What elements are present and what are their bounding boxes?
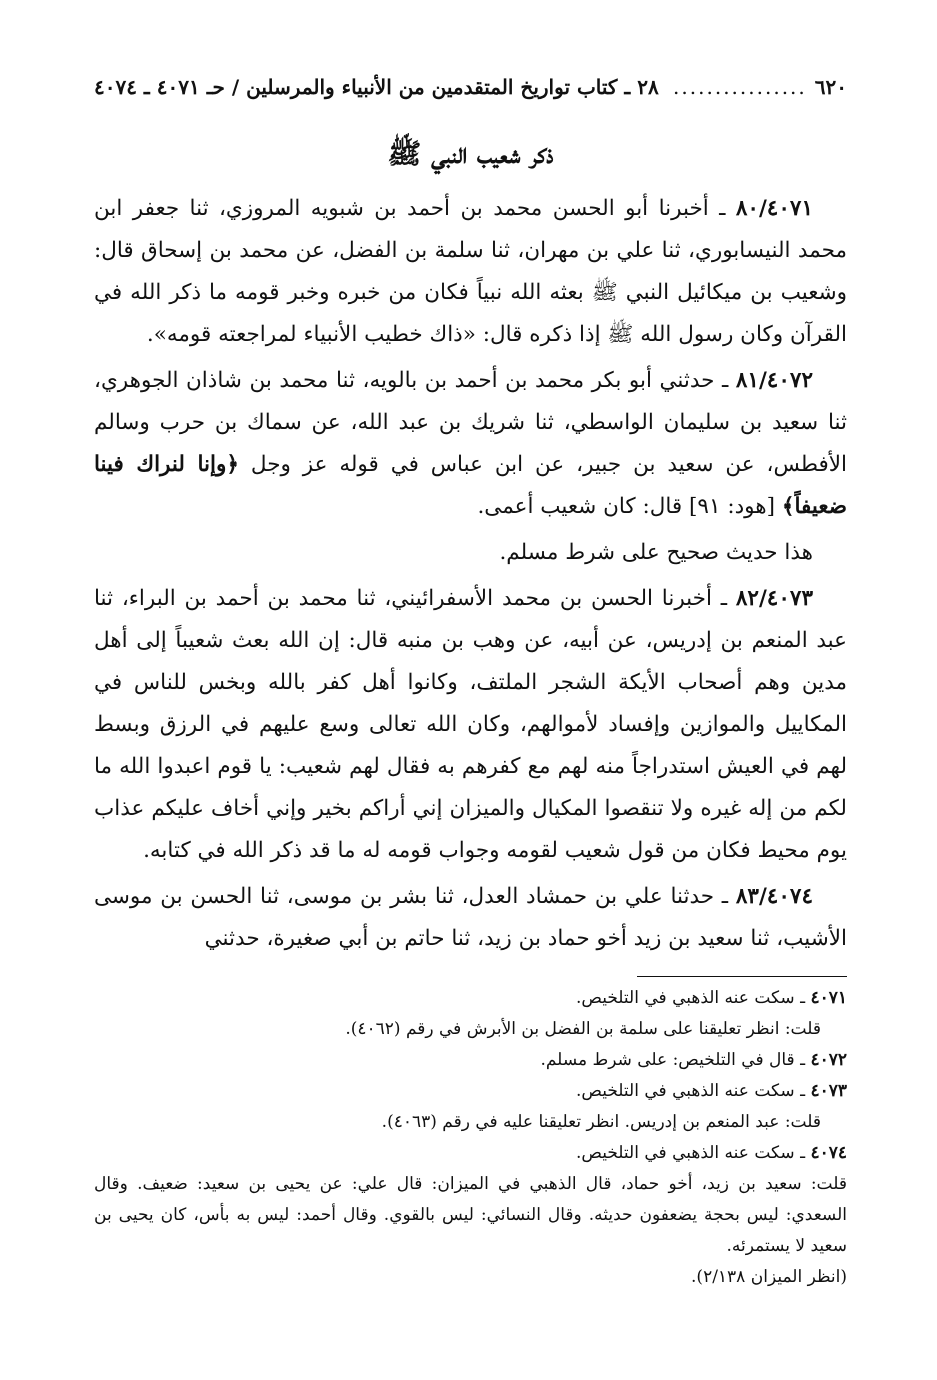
hadith-number: ٨٣/٤٠٧٤ bbox=[735, 884, 813, 909]
hadith-entry-4073 bbox=[94, 578, 847, 872]
hadith-number: ٨٠/٤٠٧١ bbox=[735, 196, 813, 221]
hadith-text: ـ حدثني أبو بكر محمد بن أحمد بن بالويه، ثنا محمد بن شاذان الجوهري، ثنا سعيد بن سليمان الواسطي، ثنا شريك بن عبد الله، عن سماك بن حرب وسالم الأفطس، عن سعيد بن جبير، عن ابن عباس في قوله عز وجل bbox=[94, 368, 848, 477]
hadith-number: ٨٢/٤٠٧٣ bbox=[735, 586, 813, 611]
hadith-text: ـ أخبرنا الحسن بن محمد الأسفرائيني، ثنا محمد بن أحمد بن البراء، ثنا عبد المنعم بن إدريس، عن أبيه، عن وهب بن منبه قال: إن الله بعث شعيباً إلى أهل مدين وهم أصحاب الأيكة الشجر الملتف، وكانوا أهل كفر بالله وبخس للناس في المكاييل والموازين وإفساد لأموالهم، وكان الله تعالى وسع عليهم في الرزق وبسط لهم في العيش استدراجاً منه لهم مع كفرهم به فقال لهم شعيب: يا قوم اعبدوا الله ما لكم من إله غيره ولا تنقصوا المكيال والميزان إني أراكم بخير وإني أخاف عليكم عذاب يوم محيط فكان من قول شعيب لقومه وجواب قومه له ما قد ذكر الله في كتابه. bbox=[94, 586, 847, 863]
footnote-text: ـ سكت عنه الذهبي في التلخيص. bbox=[575, 1081, 806, 1101]
footnote-4071 bbox=[94, 983, 847, 1014]
hadith-text: ـ حدثنا علي بن حمشاد العدل، ثنا بشر بن موسى، ثنا الحسن بن موسى الأشيب، ثنا سعيد بن زيد أخو حماد بن زيد، ثنا حاتم بن أبي صغيرة، حدثني bbox=[94, 884, 847, 951]
running-header bbox=[94, 70, 847, 104]
footnote-number: ٤٠٧١ bbox=[810, 988, 847, 1008]
footnote-number: ٤٠٧٣ bbox=[810, 1081, 847, 1101]
hadith-text-end: [هود: ٩١] قال: كان شعيب أعمى. bbox=[477, 494, 776, 519]
hadith-verdict: هذا حديث صحيح على شرط مسلم. bbox=[499, 540, 813, 565]
hadith-entry-4074 bbox=[94, 876, 847, 960]
page-number: ٦٢٠ bbox=[814, 75, 847, 99]
footnote-divider bbox=[637, 976, 847, 977]
hadith-text: ـ أخبرنا أبو الحسن محمد بن أحمد بن شبويه المروزي، ثنا جعفر ابن محمد النيسابوري، ثنا علي بن مهران، ثنا سلمة بن الفضل، عن محمد بن إسحاق قال: وشعيب بن ميكائيل النبي ﷺ بعثه الله نبياً فكان من خبره وخبر قومه ما ذكر الله في القرآن وكان رسول الله ﷺ إذا ذكره قال: «ذاك خطيب الأنبياء لمراجعته قومه». bbox=[94, 196, 847, 347]
section-title: ذكر شعيب النبي ﷺ bbox=[387, 137, 554, 170]
footnote-4074 bbox=[94, 1138, 847, 1169]
footnote-reference: (انظر الميزان ٢/١٣٨). bbox=[691, 1267, 847, 1287]
footnote-number: ٤٠٧٤ bbox=[810, 1143, 847, 1163]
hadith-number: ٨١/٤٠٧٢ bbox=[735, 368, 813, 393]
footnote-text: ـ سكت عنه الذهبي في التلخيص. bbox=[575, 988, 806, 1008]
footnote-number: ٤٠٧٢ bbox=[810, 1050, 847, 1070]
footnote-4072 bbox=[94, 1045, 847, 1076]
running-title: ٢٨ ـ كتاب تواريخ المتقدمين من الأنبياء والمرسلين / حـ ٤٠٧١ ـ ٤٠٧٤ bbox=[94, 75, 659, 99]
leader-dots: ................ bbox=[673, 75, 807, 99]
footnote-text: ـ سكت عنه الذهبي في التلخيص. bbox=[575, 1143, 806, 1163]
footnote-note: قلت: عبد المنعم بن إدريس. انظر تعليقنا عليه في رقم (٤٠٦٣). bbox=[381, 1112, 821, 1132]
footnotes bbox=[94, 983, 847, 1293]
hadith-list bbox=[94, 188, 847, 960]
quran-quote: ﴿وإنا لنراك فينا ضعيفاً﴾ bbox=[94, 452, 847, 519]
footnote-note: قلت: انظر تعليقنا على سلمة بن الفضل بن الأبرش في رقم (٤٠٦٢). bbox=[345, 1019, 821, 1039]
hadith-entry-4071 bbox=[94, 188, 847, 356]
book-page bbox=[94, 70, 847, 1293]
footnote-note: قلت: سعيد بن زيد، أخو حماد، قال الذهبي في الميزان: قال علي: عن يحيى بن سعيد: ضعيف. وقال السعدي: ليس بحجة يضعفون حديثه. وقال النسائي: ليس بالقوي. وقال أحمد: ليس به بأس، كان يحيى بن سعيد لا يستمرئه. bbox=[94, 1174, 847, 1256]
footnote-text: ـ قال في التلخيص: على شرط مسلم. bbox=[540, 1050, 806, 1070]
hadith-entry-4072 bbox=[94, 360, 847, 528]
footnote-4073 bbox=[94, 1076, 847, 1107]
